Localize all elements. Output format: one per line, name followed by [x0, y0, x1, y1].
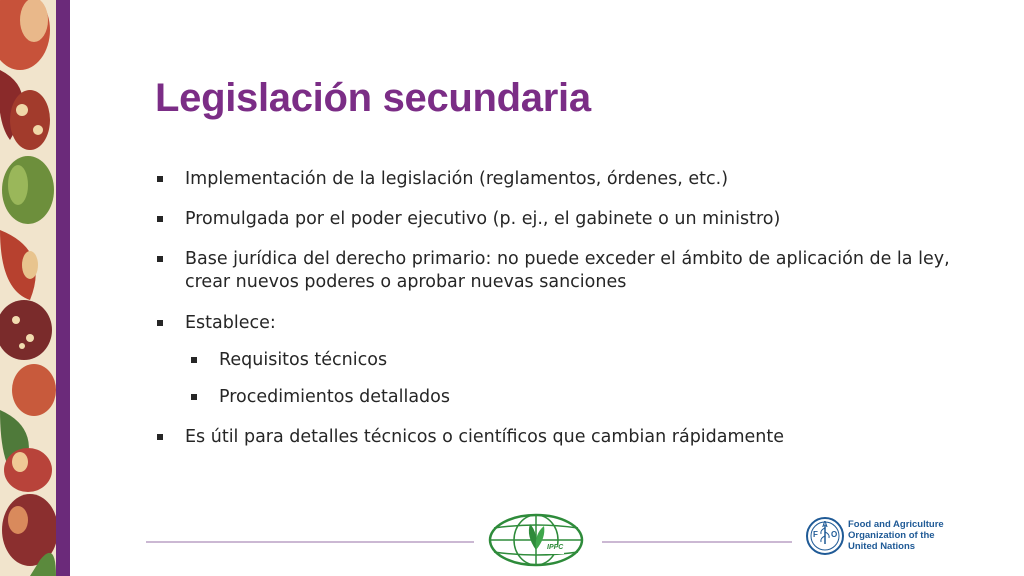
bullet-text: Implementación de la legislación (reglamentos, órdenes, etc.)	[185, 169, 729, 189]
fao-text-line: Food and Agriculture	[848, 519, 944, 530]
bullet-text: Es útil para detalles técnicos o científicos que cambian rápidamente	[185, 427, 785, 447]
square-bullet-icon	[191, 357, 197, 363]
fao-emblem-letter-o: O	[831, 530, 838, 539]
square-bullet-icon	[157, 256, 163, 262]
square-bullet-icon	[157, 434, 163, 440]
square-bullet-icon	[157, 216, 163, 222]
footer-divider-right	[602, 541, 792, 543]
fao-emblem-letter-a: A	[822, 520, 828, 529]
sub-bullet-item	[189, 349, 975, 372]
bullet-list	[155, 168, 975, 449]
fao-text-line: United Nations	[848, 541, 916, 552]
square-bullet-icon	[157, 176, 163, 182]
slide-title: Legislación secundaria	[155, 76, 591, 120]
bullet-item	[155, 168, 975, 191]
ippc-logo-text: IPPC	[547, 544, 564, 551]
bullet-text: Establece:	[185, 313, 276, 333]
fao-text-line: Organization of the	[848, 530, 935, 541]
ippc-logo	[486, 512, 586, 568]
bullet-text: Procedimientos detallados	[219, 387, 450, 407]
side-accent-bar	[56, 0, 70, 576]
bullet-item	[155, 312, 975, 335]
bullet-text-line: Base jurídica del derecho primario: no puede exceder el ámbito de aplicación de la ley,	[185, 249, 950, 269]
art-illustration	[0, 0, 56, 576]
sub-bullet-item	[189, 386, 975, 409]
footer-divider-left	[146, 541, 474, 543]
square-bullet-icon	[157, 320, 163, 326]
bullet-item	[155, 208, 975, 231]
bullet-text: Requisitos técnicos	[219, 350, 388, 370]
fao-organization-name	[848, 519, 944, 552]
bullet-item	[155, 248, 975, 294]
square-bullet-icon	[191, 394, 197, 400]
bullet-item	[155, 426, 975, 449]
bullet-text-line: crear nuevos poderes o aprobar nuevas sanciones	[185, 272, 627, 292]
ippc-globe-icon	[486, 512, 586, 568]
decorative-art-strip	[0, 0, 56, 576]
bullet-text: Promulgada por el poder ejecutivo (p. ej., el gabinete o un ministro)	[185, 209, 781, 229]
fao-emblem-letter-f: F	[813, 530, 818, 539]
fao-logo	[805, 516, 845, 556]
